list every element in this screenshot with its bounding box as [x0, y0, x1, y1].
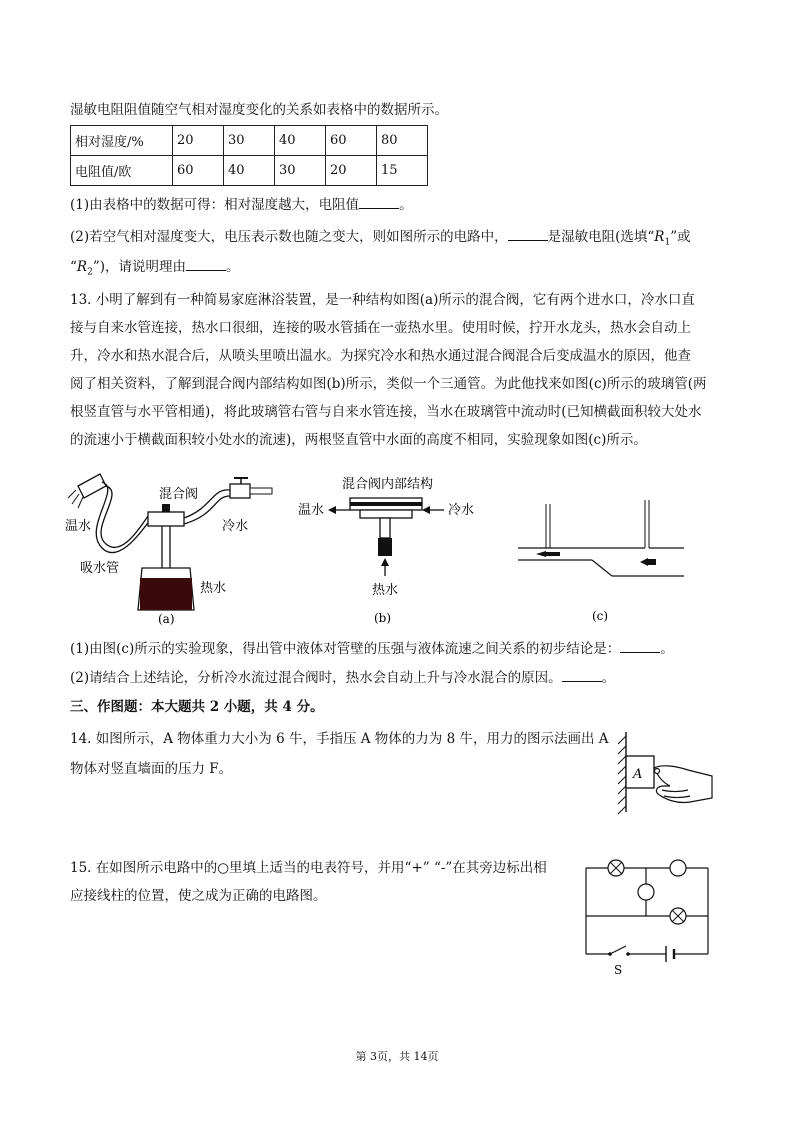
meter-blank-circle[interactable] [638, 884, 654, 900]
meter-blank-circle[interactable] [670, 860, 686, 876]
q12-part2-line1 [70, 226, 691, 253]
r2-subscript: 2 [87, 267, 93, 278]
fig-a-label-pipe: 吸水管 [80, 561, 120, 576]
q13-line: 13. 小明了解到有一种简易家庭淋浴装置，是一种结构如图(a)所示的混合阀，它有两个进水口，冷水口直 [70, 292, 695, 308]
lamp-icon [670, 908, 686, 924]
q12-part1-text: (1)由表格中的数据可得：相对湿度越大，电阻值 [70, 197, 360, 213]
switch-icon [608, 952, 612, 956]
q12-part2-text-e: ”)，请说明理由 [92, 259, 186, 275]
fig-a-label-hot: 热水 [200, 581, 227, 596]
q13-line: 阅了相关资料，了解到混合阀内部结构如图(b)所示，类似一个三通管。为此他找来如图(c)所示的玻璃管(两 [70, 376, 707, 392]
page-footer: 第 3页，共 14页 [355, 1050, 439, 1063]
q13-part2-end: 。 [601, 670, 616, 686]
fig-b-label-cold: 冷水 [448, 503, 475, 518]
figure-q14-wall-block-hand [600, 728, 720, 818]
table-cell: 30 [275, 156, 326, 186]
answer-blank[interactable] [620, 638, 660, 653]
fig-a-label-cold: 冷水 [222, 519, 249, 534]
figure-b-valve-structure [292, 468, 492, 628]
fig-a-caption: (a) [158, 612, 175, 626]
q12-part2-line2 [70, 256, 239, 283]
q13-line: 接与自来水管连接，热水口很细，连接的吸水管插在一壶热水里。使用时候，拧开水龙头，热水会自动上 [70, 320, 691, 336]
table-row-label: 电阻值/欧 [71, 156, 173, 186]
lamp-icon [608, 860, 624, 876]
q15-line2: 应接线柱的位置，使之成为正确的电路图。 [70, 888, 327, 904]
answer-blank[interactable] [562, 667, 602, 682]
q13-part2-text: (2)请结合上述结论，分析冷水流过混合阀时，热水会自动上升与冷水混合的原因。 [70, 670, 562, 686]
fig-a-label-warm: 温水 [65, 519, 92, 534]
hot-water-kettle [138, 568, 194, 610]
q14-line2: 物体对竖直墙面的压力 F。 [70, 761, 233, 777]
table-cell: 60 [326, 126, 377, 156]
fig-b-title: 混合阀内部结构 [342, 477, 434, 492]
switch-label: S [614, 963, 623, 977]
r1-symbol: R [654, 229, 665, 245]
fig-b-label-warm: 温水 [298, 503, 325, 518]
figure-a-mixing-valve [62, 468, 277, 628]
q14-line1: 14. 如图所示，A 物体重力大小为 6 牛，手指压 A 物体的力为 8 牛，用力的图示法画出 A [70, 731, 609, 747]
table-row [71, 156, 428, 186]
intro-text: 湿敏电阻阻值随空气相对湿度变化的关系如表格中的数据所示。 [70, 102, 448, 118]
q12-part2-text-d: “ [70, 259, 77, 275]
table-cell: 60 [173, 156, 224, 186]
answer-blank[interactable] [186, 256, 226, 271]
shower-head-icon [68, 474, 106, 508]
q13-part1-end: 。 [660, 641, 674, 657]
q12-part2-end: 。 [225, 259, 240, 275]
table-row-label: 相对湿度/% [71, 126, 173, 156]
r2-symbol: R [76, 259, 88, 275]
section-heading: 三、作图题：本大题共 2 小题，共 4 分。 [70, 699, 324, 715]
fig-a-label-mix: 混合阀 [159, 487, 199, 502]
q15-line1: 15. 在如图所示电路中的○里填上适当的电表符号，并用“+” “-”在其旁边标出相 [70, 860, 547, 876]
answer-blank[interactable] [359, 194, 399, 209]
q12-part1 [70, 194, 413, 215]
table-cell: 20 [173, 126, 224, 156]
q13-line: 的流速小于横截面积较小处水的流速)，两根竖直管中水面的高度不相同，实验现象如图(c)所示。 [70, 432, 647, 448]
fig-b-label-hot: 热水 [372, 583, 399, 598]
table-row [71, 126, 428, 156]
q13-line: 升，冷水和热水混合后，从喷头里喷出温水。为探究冷水和热水通过混合阀混合后变成温水的原因，他查 [70, 348, 691, 364]
battery-icon [666, 946, 674, 962]
fig-c-caption: (c) [592, 609, 609, 623]
table-cell: 40 [275, 126, 326, 156]
q12-part2-text-c: ”或 [670, 229, 691, 245]
figure-c-glass-tube [512, 490, 692, 630]
q12-part1-end: 。 [399, 197, 413, 213]
answer-blank[interactable] [508, 226, 548, 241]
hand-icon [654, 766, 712, 803]
table-cell: 15 [377, 156, 428, 186]
r1-subscript: 1 [664, 237, 671, 248]
block-a-label: A [633, 767, 643, 782]
mixing-valve [148, 512, 184, 526]
humidity-resistance-table [70, 125, 428, 186]
fig-b-caption: (b) [374, 611, 392, 625]
q12-part2-text-b: 是湿敏电阻(选填“ [547, 229, 655, 245]
q13-line: 根竖直管与水平管相通)，将此玻璃管右管与自来水管连接，当水在玻璃管中流动时(已知横截面积较大处水 [70, 404, 702, 420]
q13-part1-text: (1)由图(c)所示的实验现象，得出管中液体对管壁的压强与液体流速之间关系的初步结论是： [70, 641, 621, 657]
table-cell: 20 [326, 156, 377, 186]
q13-part2 [70, 667, 615, 688]
table-cell: 80 [377, 126, 428, 156]
q12-part2-text: (2)若空气相对湿度变大，电压表示数也随之变大，则如图所示的电路中， [70, 229, 508, 245]
table-cell: 40 [224, 156, 275, 186]
table-cell: 30 [224, 126, 275, 156]
q13-part1 [70, 638, 674, 659]
faucet-icon [230, 478, 272, 498]
figure-q15-circuit [578, 848, 718, 978]
